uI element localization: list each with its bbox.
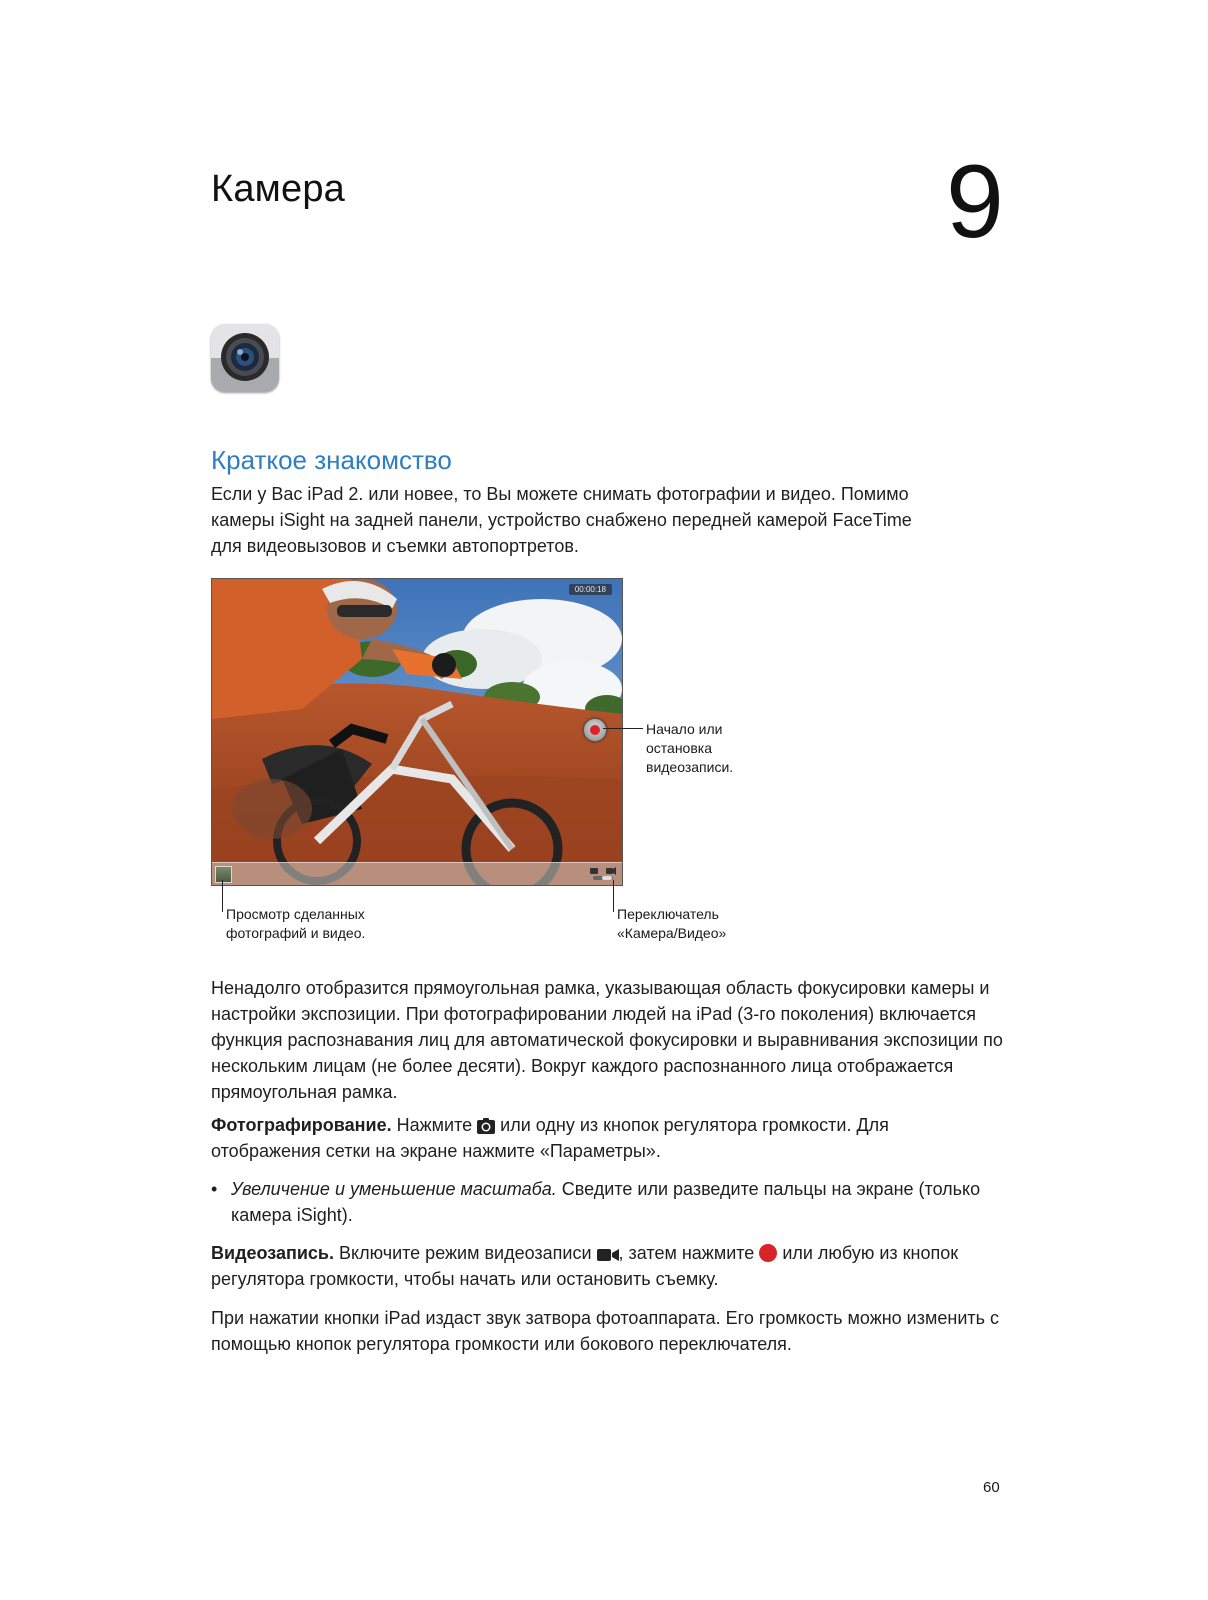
- section-heading: Краткое знакомство: [211, 445, 452, 475]
- camera-shutter-icon: [477, 1118, 495, 1134]
- photo-lead: Фотографирование.: [211, 1115, 392, 1135]
- photo-paragraph: [211, 1112, 1001, 1164]
- callout-record: Начало или остановка видеозаписи.: [646, 721, 734, 775]
- photo-thumbnail-button[interactable]: [215, 866, 232, 883]
- intro-paragraph: Если у Вас iPad 2. или новее, то Вы можете снимать фотографии и видео. Помимо камеры iSight на задней панели, устройство снабжено передней камерой FaceTime для видеовызовов и съемки автопортретов.: [211, 484, 912, 556]
- chapter-number: 9: [946, 144, 1004, 260]
- video-text-middle: , затем нажмите: [618, 1243, 760, 1263]
- callout-switch: Переключатель «Камера/Видео»: [617, 906, 727, 941]
- bike-photo: [212, 579, 622, 885]
- recording-timer: 00:00:18: [569, 584, 612, 595]
- record-button[interactable]: [583, 718, 607, 742]
- photo-text-after: или одну из кнопок регулятора громкости. Для отображения сетки на экране нажмите «Параметры».: [211, 1115, 889, 1161]
- camera-lens-icon: [211, 324, 279, 392]
- shutter-paragraph: При нажатии кнопки iPad издаст звук затвора фотоаппарата. Его громкость можно изменить с помощью кнопок регулятора громкости или бокового переключателя.: [211, 1308, 999, 1354]
- zoom-lead: Увеличение и уменьшение масштаба.: [231, 1179, 557, 1199]
- callout-line-record: [603, 728, 643, 729]
- video-text-before: Включите режим видеозаписи: [334, 1243, 597, 1263]
- camera-video-switch[interactable]: [590, 867, 616, 880]
- camera-app-icon: [211, 324, 279, 392]
- page-number: 60: [983, 1479, 1000, 1496]
- video-camera-icon: [597, 1248, 619, 1262]
- video-lead: Видеозапись.: [211, 1243, 334, 1263]
- callout-line-switch: [613, 880, 614, 912]
- chapter-title: Камера: [211, 168, 345, 210]
- callout-line-view: [222, 880, 223, 912]
- zoom-text: Сведите или разведите пальцы на экране (только камера iSight).: [231, 1179, 981, 1225]
- video-text-after: или любую из кнопок регулятора громкости, чтобы начать или остановить съемку.: [211, 1243, 959, 1289]
- camera-screenshot: [211, 578, 623, 886]
- record-red-dot-icon: [759, 1244, 777, 1262]
- video-paragraph: [211, 1240, 1001, 1292]
- callout-view: Просмотр сделанных фотографий и видео.: [226, 906, 366, 941]
- photo-text-before: Нажмите: [391, 1115, 478, 1135]
- focus-paragraph: Ненадолго отобразится прямоугольная рамка, указывающая область фокусировки камеры и настройки экспозиции. При фотографировании людей на iPad (3-го поколения) включается функция распознавания лиц для автоматической фокусировки и выравнивания экспозиции по нескольким лицам (не более десяти). Вокруг каждого распознанного лица отображается прямоугольная рамка.: [211, 978, 1003, 1102]
- bullet-dot: •: [211, 1179, 218, 1199]
- camera-toolbar: [212, 862, 622, 885]
- zoom-bullet: [211, 1176, 1001, 1228]
